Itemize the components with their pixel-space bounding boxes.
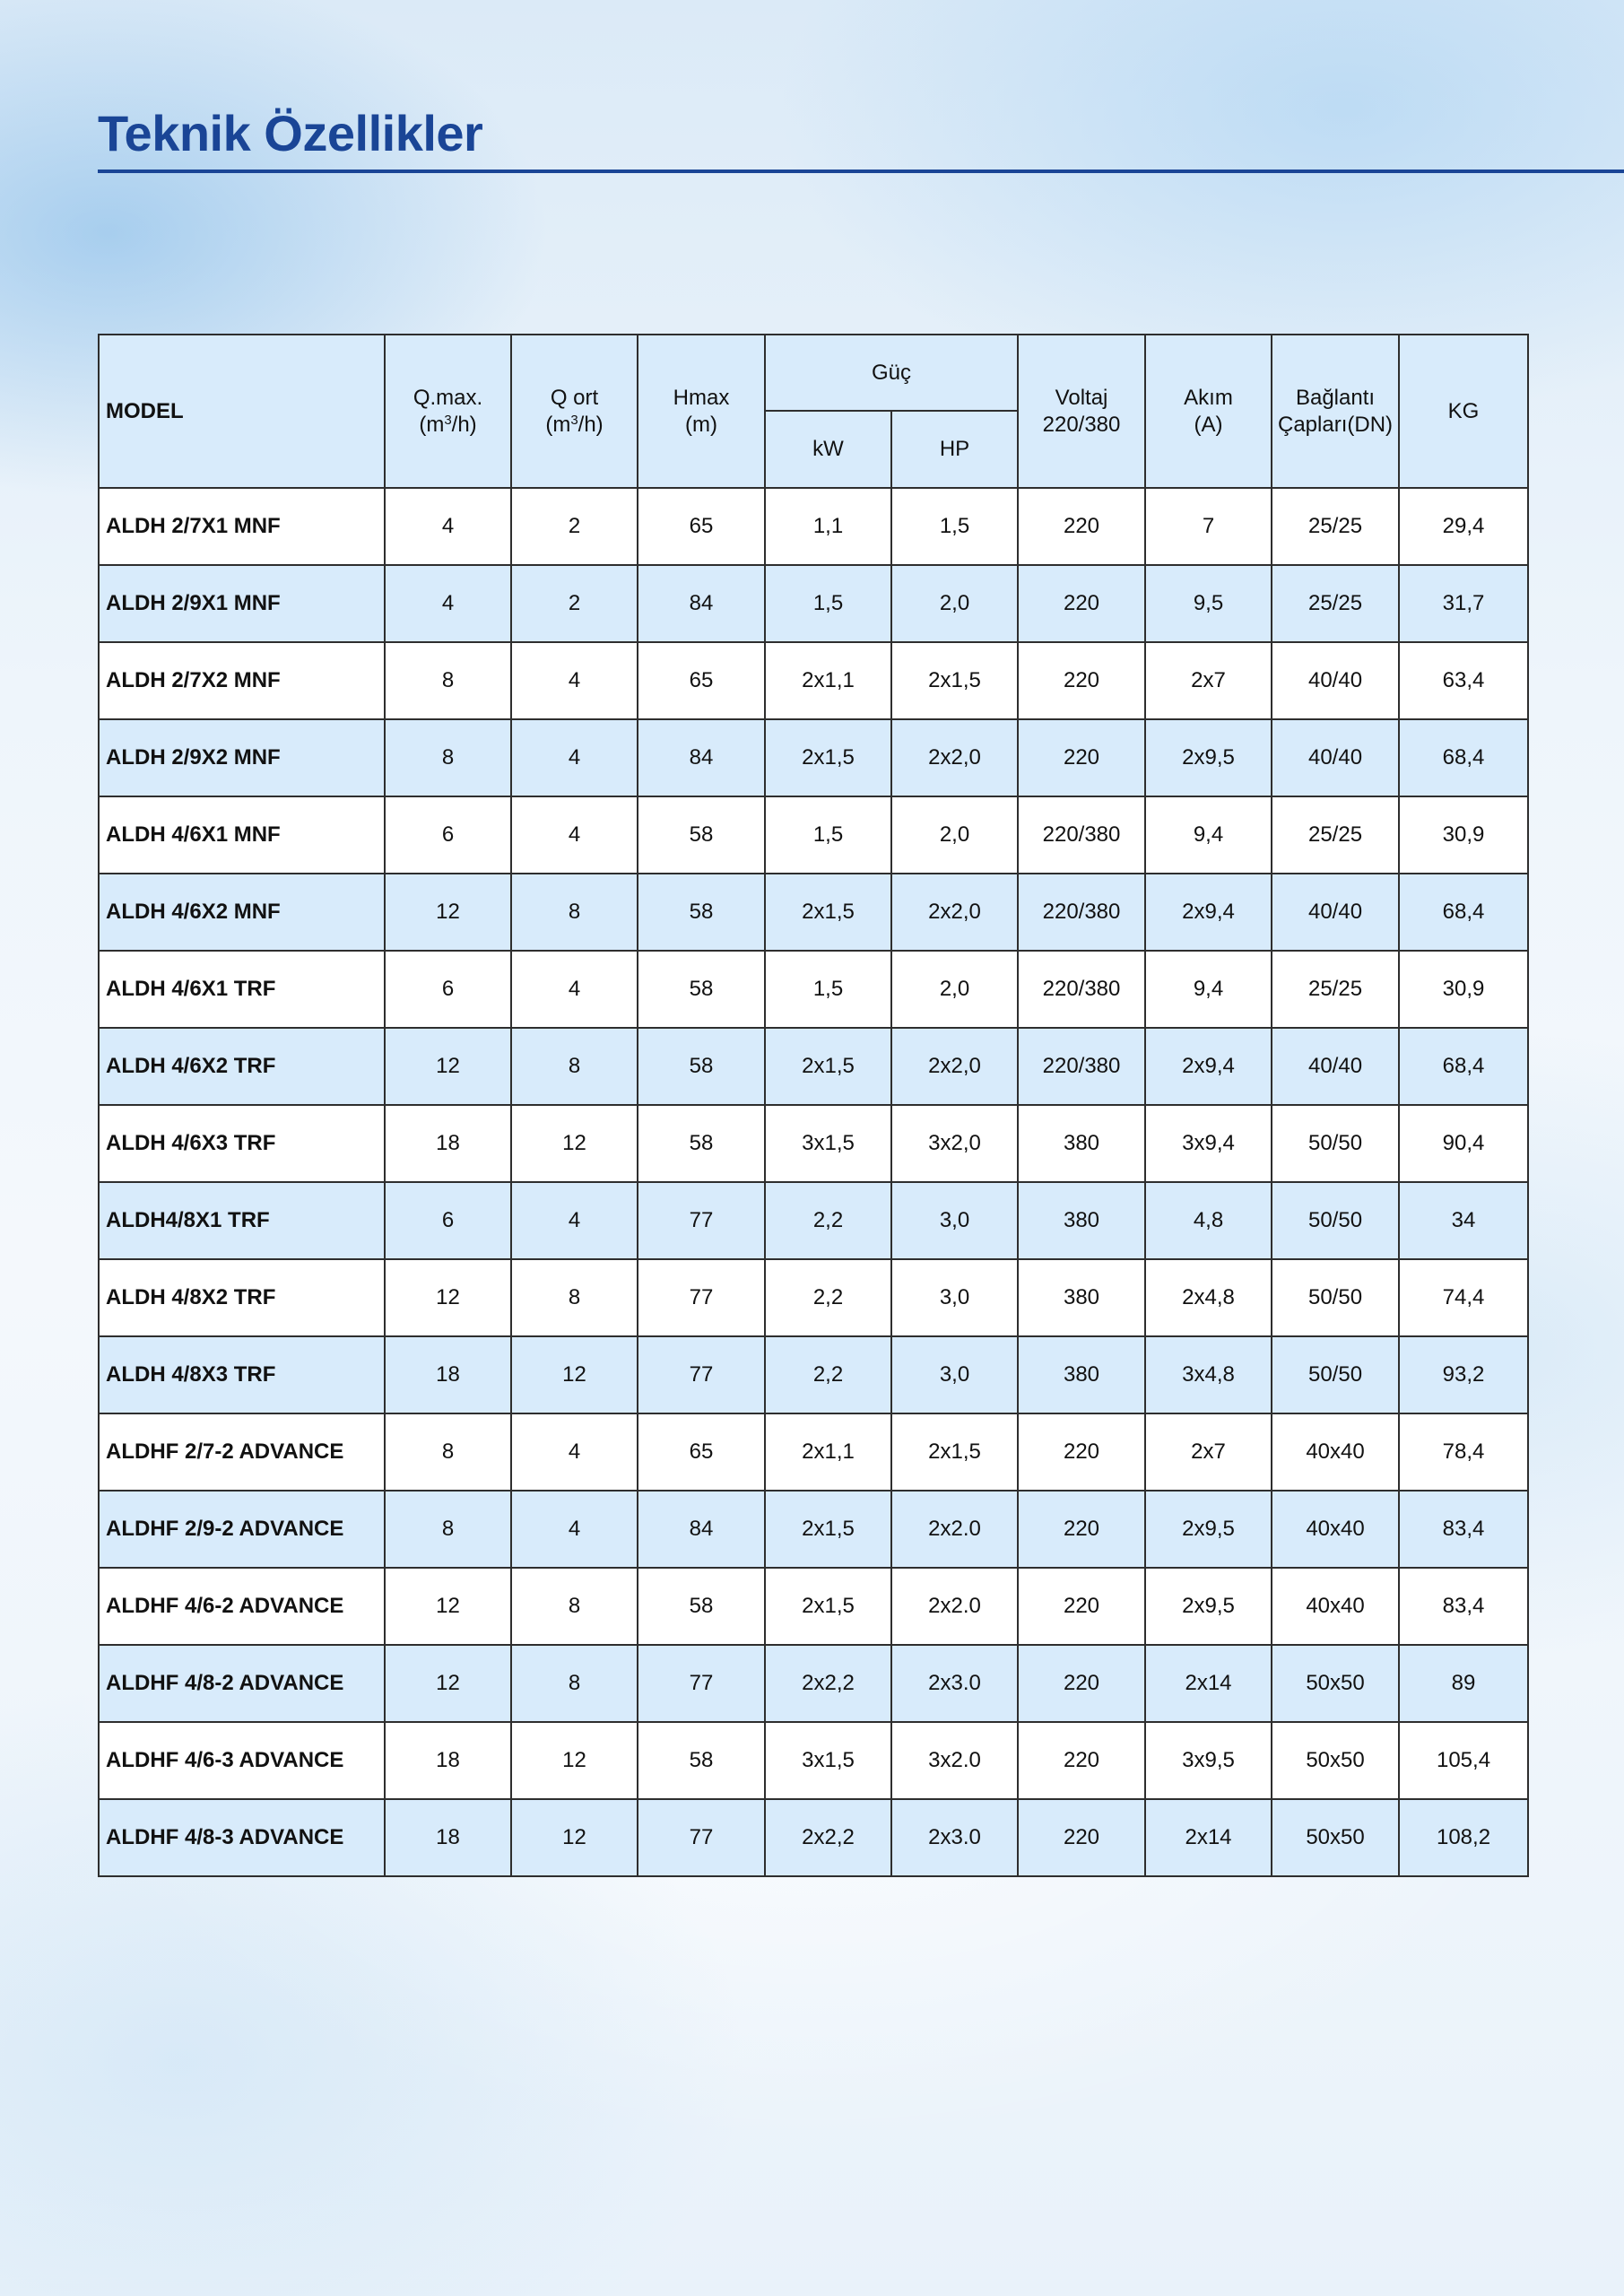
cell-kg: 93,2 [1399,1336,1528,1413]
cell-hp: 2x1,5 [891,642,1018,719]
table-row [99,951,1528,1028]
header-baglanti [1272,335,1399,488]
cell-kg: 78,4 [1399,1413,1528,1491]
cell-hp: 3,0 [891,1259,1018,1336]
header-voltaj [1018,335,1145,488]
cell-voltaj: 380 [1018,1182,1145,1259]
header-qort-label: Q ort [550,385,599,410]
cell-kw: 2,2 [765,1182,891,1259]
cell-qmax: 18 [385,1799,511,1876]
cell-hmax: 65 [638,1413,765,1491]
cell-akim: 2x9,4 [1145,1028,1272,1105]
cell-hmax: 58 [638,951,765,1028]
cell-kg: 105,4 [1399,1722,1528,1799]
cell-kw: 1,5 [765,951,891,1028]
cell-baglanti: 50/50 [1272,1105,1399,1182]
cell-akim: 2x4,8 [1145,1259,1272,1336]
header-akim-unit: (A) [1194,412,1223,437]
cell-qmax: 4 [385,565,511,642]
header-kw: kW [765,411,891,488]
cell-voltaj: 380 [1018,1105,1145,1182]
cell-kw: 3x1,5 [765,1105,891,1182]
cell-model: ALDHF 4/6-2 ADVANCE [99,1568,385,1645]
cell-model: ALDH 2/7X1 MNF [99,488,385,565]
cell-hp: 1,5 [891,488,1018,565]
cell-akim: 9,5 [1145,565,1272,642]
cell-qort: 12 [511,1105,638,1182]
cell-hmax: 58 [638,1568,765,1645]
cell-hp: 2x2,0 [891,719,1018,796]
cell-baglanti: 40/40 [1272,1028,1399,1105]
cell-kw: 2x2,2 [765,1645,891,1722]
header-kg: KG [1399,335,1528,488]
cell-qort: 8 [511,874,638,951]
title-divider [98,170,1624,173]
cell-hp: 3x2.0 [891,1722,1018,1799]
cell-hp: 3,0 [891,1336,1018,1413]
cell-qort: 4 [511,796,638,874]
table-row [99,1799,1528,1876]
header-baglanti-label: Bağlantı [1295,385,1376,410]
cell-model: ALDH 4/8X3 TRF [99,1336,385,1413]
header-voltaj-label: Voltaj [1055,385,1108,410]
cell-model: ALDH4/8X1 TRF [99,1182,385,1259]
cell-baglanti: 50/50 [1272,1182,1399,1259]
cell-kg: 29,4 [1399,488,1528,565]
cell-kw: 3x1,5 [765,1722,891,1799]
cell-model: ALDH 2/9X1 MNF [99,565,385,642]
cell-hp: 2x2.0 [891,1491,1018,1568]
cell-voltaj: 380 [1018,1336,1145,1413]
table-row [99,1259,1528,1336]
cell-akim: 2x9,5 [1145,1491,1272,1568]
cell-qmax: 8 [385,719,511,796]
cell-hp: 2x3.0 [891,1799,1018,1876]
cell-baglanti: 50x50 [1272,1722,1399,1799]
cell-model: ALDH 4/6X2 MNF [99,874,385,951]
cell-hmax: 58 [638,1028,765,1105]
page-title: Teknik Özellikler [98,105,483,161]
header-qort [511,335,638,488]
cell-hmax: 58 [638,1105,765,1182]
cell-akim: 9,4 [1145,796,1272,874]
table-body [99,488,1528,1876]
cell-model: ALDHF 4/8-3 ADVANCE [99,1799,385,1876]
cell-qmax: 8 [385,642,511,719]
cell-qort: 4 [511,1491,638,1568]
cell-qort: 4 [511,719,638,796]
cell-voltaj: 220 [1018,719,1145,796]
cell-kg: 30,9 [1399,796,1528,874]
table-row [99,1413,1528,1491]
header-qmax-label: Q.max. [413,385,483,410]
cell-akim: 3x9,5 [1145,1722,1272,1799]
cell-kw: 2x2,2 [765,1799,891,1876]
cell-hmax: 84 [638,1491,765,1568]
header-model: MODEL [99,335,385,488]
cell-hp: 2x2,0 [891,874,1018,951]
cell-kg: 68,4 [1399,719,1528,796]
header-voltaj-value: 220/380 [1042,412,1121,437]
cell-voltaj: 220 [1018,488,1145,565]
cell-hp: 2x2,0 [891,1028,1018,1105]
header-baglanti-sub: Çapları(DN) [1278,412,1394,437]
cell-qmax: 4 [385,488,511,565]
cell-kg: 89 [1399,1645,1528,1722]
cell-qmax: 12 [385,1259,511,1336]
cell-kw: 2x1,1 [765,1413,891,1491]
cell-qort: 4 [511,1413,638,1491]
cell-baglanti: 25/25 [1272,565,1399,642]
cell-akim: 2x9,5 [1145,719,1272,796]
cell-kg: 90,4 [1399,1105,1528,1182]
cell-model: ALDHF 4/6-3 ADVANCE [99,1722,385,1799]
cell-hmax: 77 [638,1799,765,1876]
cell-hp: 2x2.0 [891,1568,1018,1645]
cell-kg: 34 [1399,1182,1528,1259]
cell-baglanti: 50/50 [1272,1336,1399,1413]
cell-baglanti: 25/25 [1272,796,1399,874]
cell-baglanti: 25/25 [1272,951,1399,1028]
cell-kg: 83,4 [1399,1568,1528,1645]
table-row [99,1182,1528,1259]
cell-baglanti: 40x40 [1272,1568,1399,1645]
cell-model: ALDH 2/9X2 MNF [99,719,385,796]
cell-akim: 4,8 [1145,1182,1272,1259]
cell-kw: 2x1,5 [765,719,891,796]
cell-hmax: 58 [638,796,765,874]
cell-voltaj: 220 [1018,1645,1145,1722]
cell-hmax: 58 [638,1722,765,1799]
cell-hp: 2,0 [891,565,1018,642]
table-row [99,488,1528,565]
cell-hp: 2x1,5 [891,1413,1018,1491]
cell-model: ALDH 2/7X2 MNF [99,642,385,719]
cell-baglanti: 50x50 [1272,1645,1399,1722]
cell-akim: 2x14 [1145,1645,1272,1722]
cell-voltaj: 220 [1018,1568,1145,1645]
cell-kg: 74,4 [1399,1259,1528,1336]
cell-hmax: 84 [638,565,765,642]
cell-akim: 7 [1145,488,1272,565]
cell-qort: 12 [511,1722,638,1799]
cell-hmax: 77 [638,1336,765,1413]
cell-kw: 2,2 [765,1259,891,1336]
cell-voltaj: 220 [1018,642,1145,719]
cell-hp: 2,0 [891,796,1018,874]
cell-kw: 2x1,5 [765,1491,891,1568]
cell-kg: 63,4 [1399,642,1528,719]
cell-hp: 3,0 [891,1182,1018,1259]
cell-voltaj: 220 [1018,1491,1145,1568]
cell-qort: 12 [511,1799,638,1876]
table-row [99,1491,1528,1568]
table-row [99,796,1528,874]
cell-baglanti: 40/40 [1272,642,1399,719]
header-hp: HP [891,411,1018,488]
cell-qmax: 12 [385,874,511,951]
cell-akim: 2x7 [1145,642,1272,719]
cell-hmax: 58 [638,874,765,951]
header-hmax-label: Hmax [673,385,730,410]
cell-baglanti: 40x40 [1272,1413,1399,1491]
cell-qort: 2 [511,488,638,565]
table-row [99,874,1528,951]
cell-kg: 31,7 [1399,565,1528,642]
cell-hmax: 65 [638,642,765,719]
header-akim [1145,335,1272,488]
header-hmax [638,335,765,488]
cell-model: ALDH 4/6X2 TRF [99,1028,385,1105]
cell-baglanti: 40/40 [1272,719,1399,796]
cell-qmax: 18 [385,1105,511,1182]
header-qort-unit: $(m^3/h)$ [545,412,604,437]
cell-kg: 108,2 [1399,1799,1528,1876]
cell-hmax: 77 [638,1182,765,1259]
table-row [99,1105,1528,1182]
spec-table [98,334,1529,1877]
cell-hp: 3x2,0 [891,1105,1018,1182]
cell-qort: 4 [511,951,638,1028]
cell-kw: 1,5 [765,565,891,642]
cell-qort: 12 [511,1336,638,1413]
header-akim-label: Akım [1184,385,1233,410]
table-row [99,1722,1528,1799]
header-guc: Güç [765,335,1018,411]
cell-hmax: 84 [638,719,765,796]
cell-qmax: 18 [385,1722,511,1799]
table-row [99,1568,1528,1645]
cell-qort: 8 [511,1028,638,1105]
cell-qmax: 8 [385,1491,511,1568]
cell-akim: 2x9,4 [1145,874,1272,951]
cell-qmax: 12 [385,1568,511,1645]
cell-hmax: 77 [638,1259,765,1336]
cell-baglanti: 40/40 [1272,874,1399,951]
cell-model: ALDH 4/6X3 TRF [99,1105,385,1182]
cell-model: ALDH 4/8X2 TRF [99,1259,385,1336]
cell-qmax: 6 [385,1182,511,1259]
header-qmax [385,335,511,488]
cell-kw: 2x1,1 [765,642,891,719]
cell-kw: 2x1,5 [765,874,891,951]
cell-kw: 1,5 [765,796,891,874]
cell-hp: 2x3.0 [891,1645,1018,1722]
cell-qort: 8 [511,1568,638,1645]
cell-hmax: 65 [638,488,765,565]
cell-voltaj: 220/380 [1018,874,1145,951]
cell-baglanti: 40x40 [1272,1491,1399,1568]
cell-qort: 8 [511,1645,638,1722]
table-row [99,1645,1528,1722]
cell-baglanti: 50/50 [1272,1259,1399,1336]
cell-qmax: 12 [385,1645,511,1722]
cell-akim: 9,4 [1145,951,1272,1028]
cell-akim: 2x14 [1145,1799,1272,1876]
cell-qmax: 6 [385,796,511,874]
table-row [99,719,1528,796]
cell-model: ALDH 4/6X1 TRF [99,951,385,1028]
header-hmax-unit: (m) [685,412,717,437]
cell-model: ALDHF 2/9-2 ADVANCE [99,1491,385,1568]
cell-qmax: 6 [385,951,511,1028]
table-row [99,1028,1528,1105]
cell-kg: 30,9 [1399,951,1528,1028]
cell-voltaj: 220 [1018,1722,1145,1799]
cell-model: ALDHF 4/8-2 ADVANCE [99,1645,385,1722]
cell-akim: 2x9,5 [1145,1568,1272,1645]
cell-kw: 1,1 [765,488,891,565]
cell-hmax: 77 [638,1645,765,1722]
cell-voltaj: 220/380 [1018,1028,1145,1105]
cell-akim: 3x9,4 [1145,1105,1272,1182]
cell-qort: 8 [511,1259,638,1336]
table-row [99,1336,1528,1413]
cell-baglanti: 50x50 [1272,1799,1399,1876]
cell-qmax: 12 [385,1028,511,1105]
cell-qort: 4 [511,642,638,719]
cell-qort: 4 [511,1182,638,1259]
table-row [99,565,1528,642]
cell-voltaj: 220/380 [1018,796,1145,874]
cell-voltaj: 220/380 [1018,951,1145,1028]
cell-baglanti: 25/25 [1272,488,1399,565]
cell-akim: 3x4,8 [1145,1336,1272,1413]
cell-kg: 83,4 [1399,1491,1528,1568]
cell-qmax: 18 [385,1336,511,1413]
cell-voltaj: 220 [1018,565,1145,642]
table-row [99,642,1528,719]
cell-voltaj: 380 [1018,1259,1145,1336]
cell-qmax: 8 [385,1413,511,1491]
cell-voltaj: 220 [1018,1799,1145,1876]
header-row [99,335,1528,411]
cell-kw: 2x1,5 [765,1028,891,1105]
cell-kw: 2x1,5 [765,1568,891,1645]
cell-kw: 2,2 [765,1336,891,1413]
cell-qort: 2 [511,565,638,642]
cell-model: ALDH 4/6X1 MNF [99,796,385,874]
header-qmax-unit: $(m^3/h)$ [419,412,477,437]
cell-kg: 68,4 [1399,874,1528,951]
cell-voltaj: 220 [1018,1413,1145,1491]
cell-model: ALDHF 2/7-2 ADVANCE [99,1413,385,1491]
cell-kg: 68,4 [1399,1028,1528,1105]
cell-hp: 2,0 [891,951,1018,1028]
cell-akim: 2x7 [1145,1413,1272,1491]
